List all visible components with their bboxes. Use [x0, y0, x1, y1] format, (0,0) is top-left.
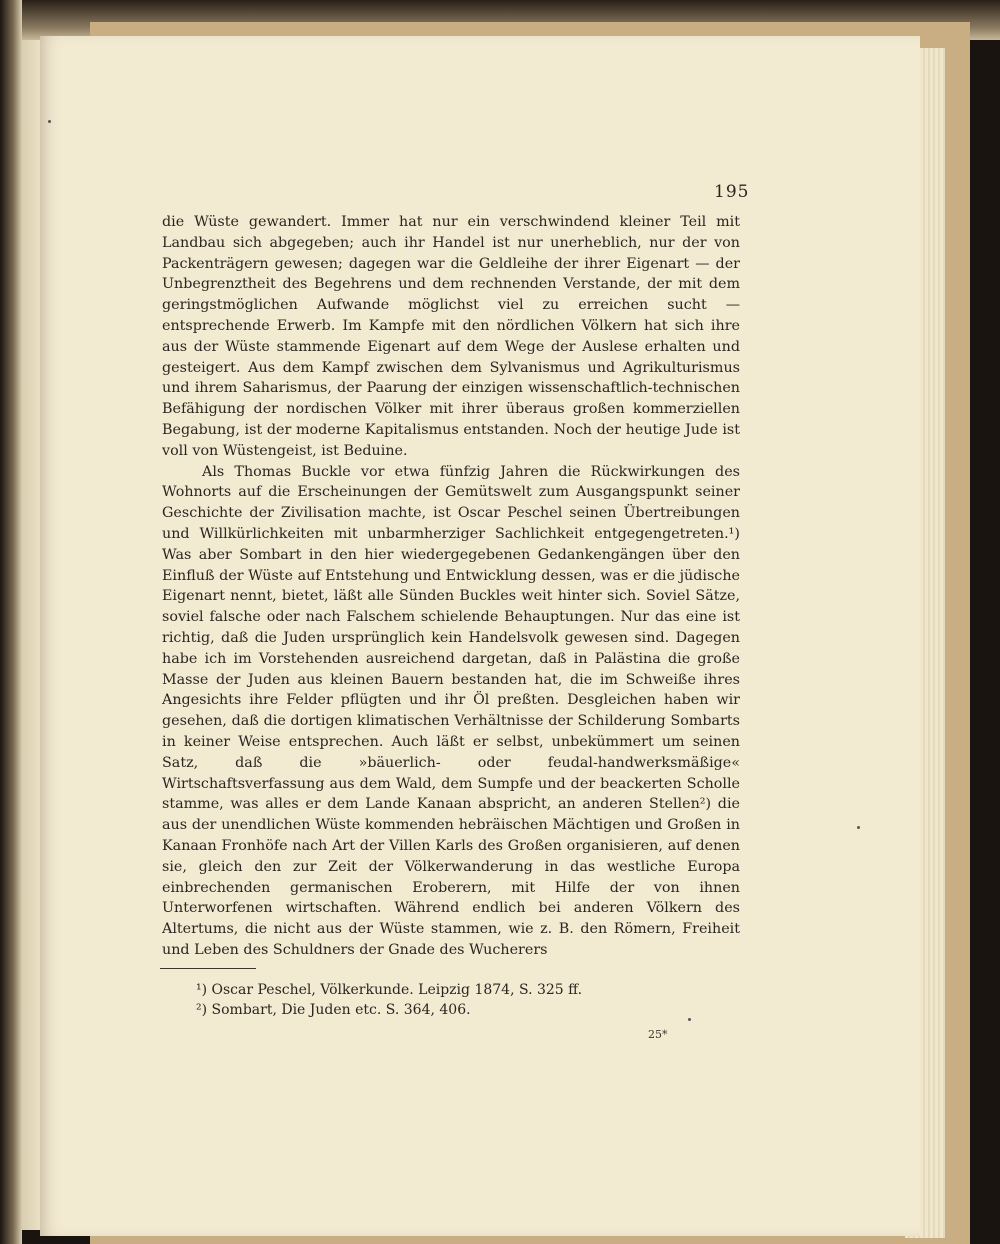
paper-speck — [688, 1018, 691, 1021]
printer-signature: 25* — [648, 1028, 668, 1041]
facing-page-edge — [22, 40, 42, 1230]
paragraph: die Wüste gewandert. Immer hat nur ein verschwindend kleiner Teil mit Landbau sich abgegeben; auch ihr Handel ist nur unerheblich, nur der von Packenträgern gewesen; dagegen war die Geldleihe der ihrer Eigenart — der Unbegrenztheit des Begehrens und dem rechnenden Verstande, der mit dem geringstmöglichen Aufwande möglichst viel zu erreichen sucht — entsprechende Erwerb. Im Kampfe mit den nördlichen Völkern hat sich ihre aus der Wüste stammende Eigenart auf dem Wege der Auslese erhalten und gesteigert. Aus dem Kampf zwischen dem Sylvanismus und Agrikulturismus und ihrem Saharismus, der Paarung der einzigen wissenschaftlich-technischen Befähigung der nordischen Völker mit ihrer überaus großen kommerziellen Begabung, ist der moderne Kapitalismus entstanden. Noch der heutige Jude ist voll von Wüstengeist, ist Beduine. — [162, 214, 740, 459]
book-spine-edge — [0, 0, 22, 1244]
page-number: 195 — [714, 182, 750, 202]
paper-speck — [48, 120, 51, 123]
main-text — [162, 212, 740, 961]
paragraph: Als Thomas Buckle vor etwa fünfzig Jahren die Rückwirkungen des Wohnorts auf die Erscheinungen der Gemütswelt zum Ausgangspunkt seiner Geschichte der Zivilisation machte, ist Oscar Peschel seinen Übertreibungen und Willkürlichkeiten mit unbarmherziger Sachlichkeit entgegengetreten.¹) Was aber Sombart in den hier wiedergegebenen Gedankengängen über den Einfluß der Wüste auf Entstehung und Entwicklung dessen, was er die jüdische Eigenart nennt, bietet, läßt alle Sünden Buckles weit hinter sich. Soviel Sätze, soviel falsche oder nach Falschem schielende Behauptungen. Nur das eine ist richtig, daß die Juden ursprünglich kein Handelsvolk gewesen sind. Dagegen habe ich im Vorstehenden ausreichend dargetan, daß in Palästina die große Masse der Juden aus kleinen Bauern bestanden hat, die im Schweiße ihres Angesichts ihre Felder pflügten und ihr Öl preßten. Desgleichen haben wir gesehen, daß die dortigen klimatischen Verhältnisse der Schilderung Sombarts in keiner Weise entsprechen. Auch läßt er selbst, unbekümmert um seinen Satz, daß die »bäuerlich- oder feudal-handwerksmäßige« Wirtschaftsverfassung aus dem Wald, dem Sumpfe und der beackerten Scholle stamme, was alles er dem Lande Kanaan abspricht, an anderen Stellen²) die aus der unendlichen Wüste kommenden hebräischen Mächtigen und Großen in Kanaan Fronhöfe nach Art der Villen Karls des Großen organisieren, auf denen sie, gleich den zur Zeit der Völkerwanderung in das westliche Europa einbrechenden germanischen Eroberern, mit Hilfe der von ihnen Unterworfenen wirtschaften. Während endlich bei anderen Völkern des Altertums, die nicht aus der Wüste stammen, wie z. B. den Römern, Freiheit und Leben des Schuldners der Gnade des Wucherers — [162, 463, 740, 958]
paper-speck — [857, 826, 860, 829]
footnote-1: ¹) Oscar Peschel, Völkerkunde. Leipzig 1874, S. 325 ff. — [196, 982, 583, 998]
footnote-2: ²) Sombart, Die Juden etc. S. 364, 406. — [196, 1002, 471, 1018]
footnote-divider — [160, 968, 256, 969]
